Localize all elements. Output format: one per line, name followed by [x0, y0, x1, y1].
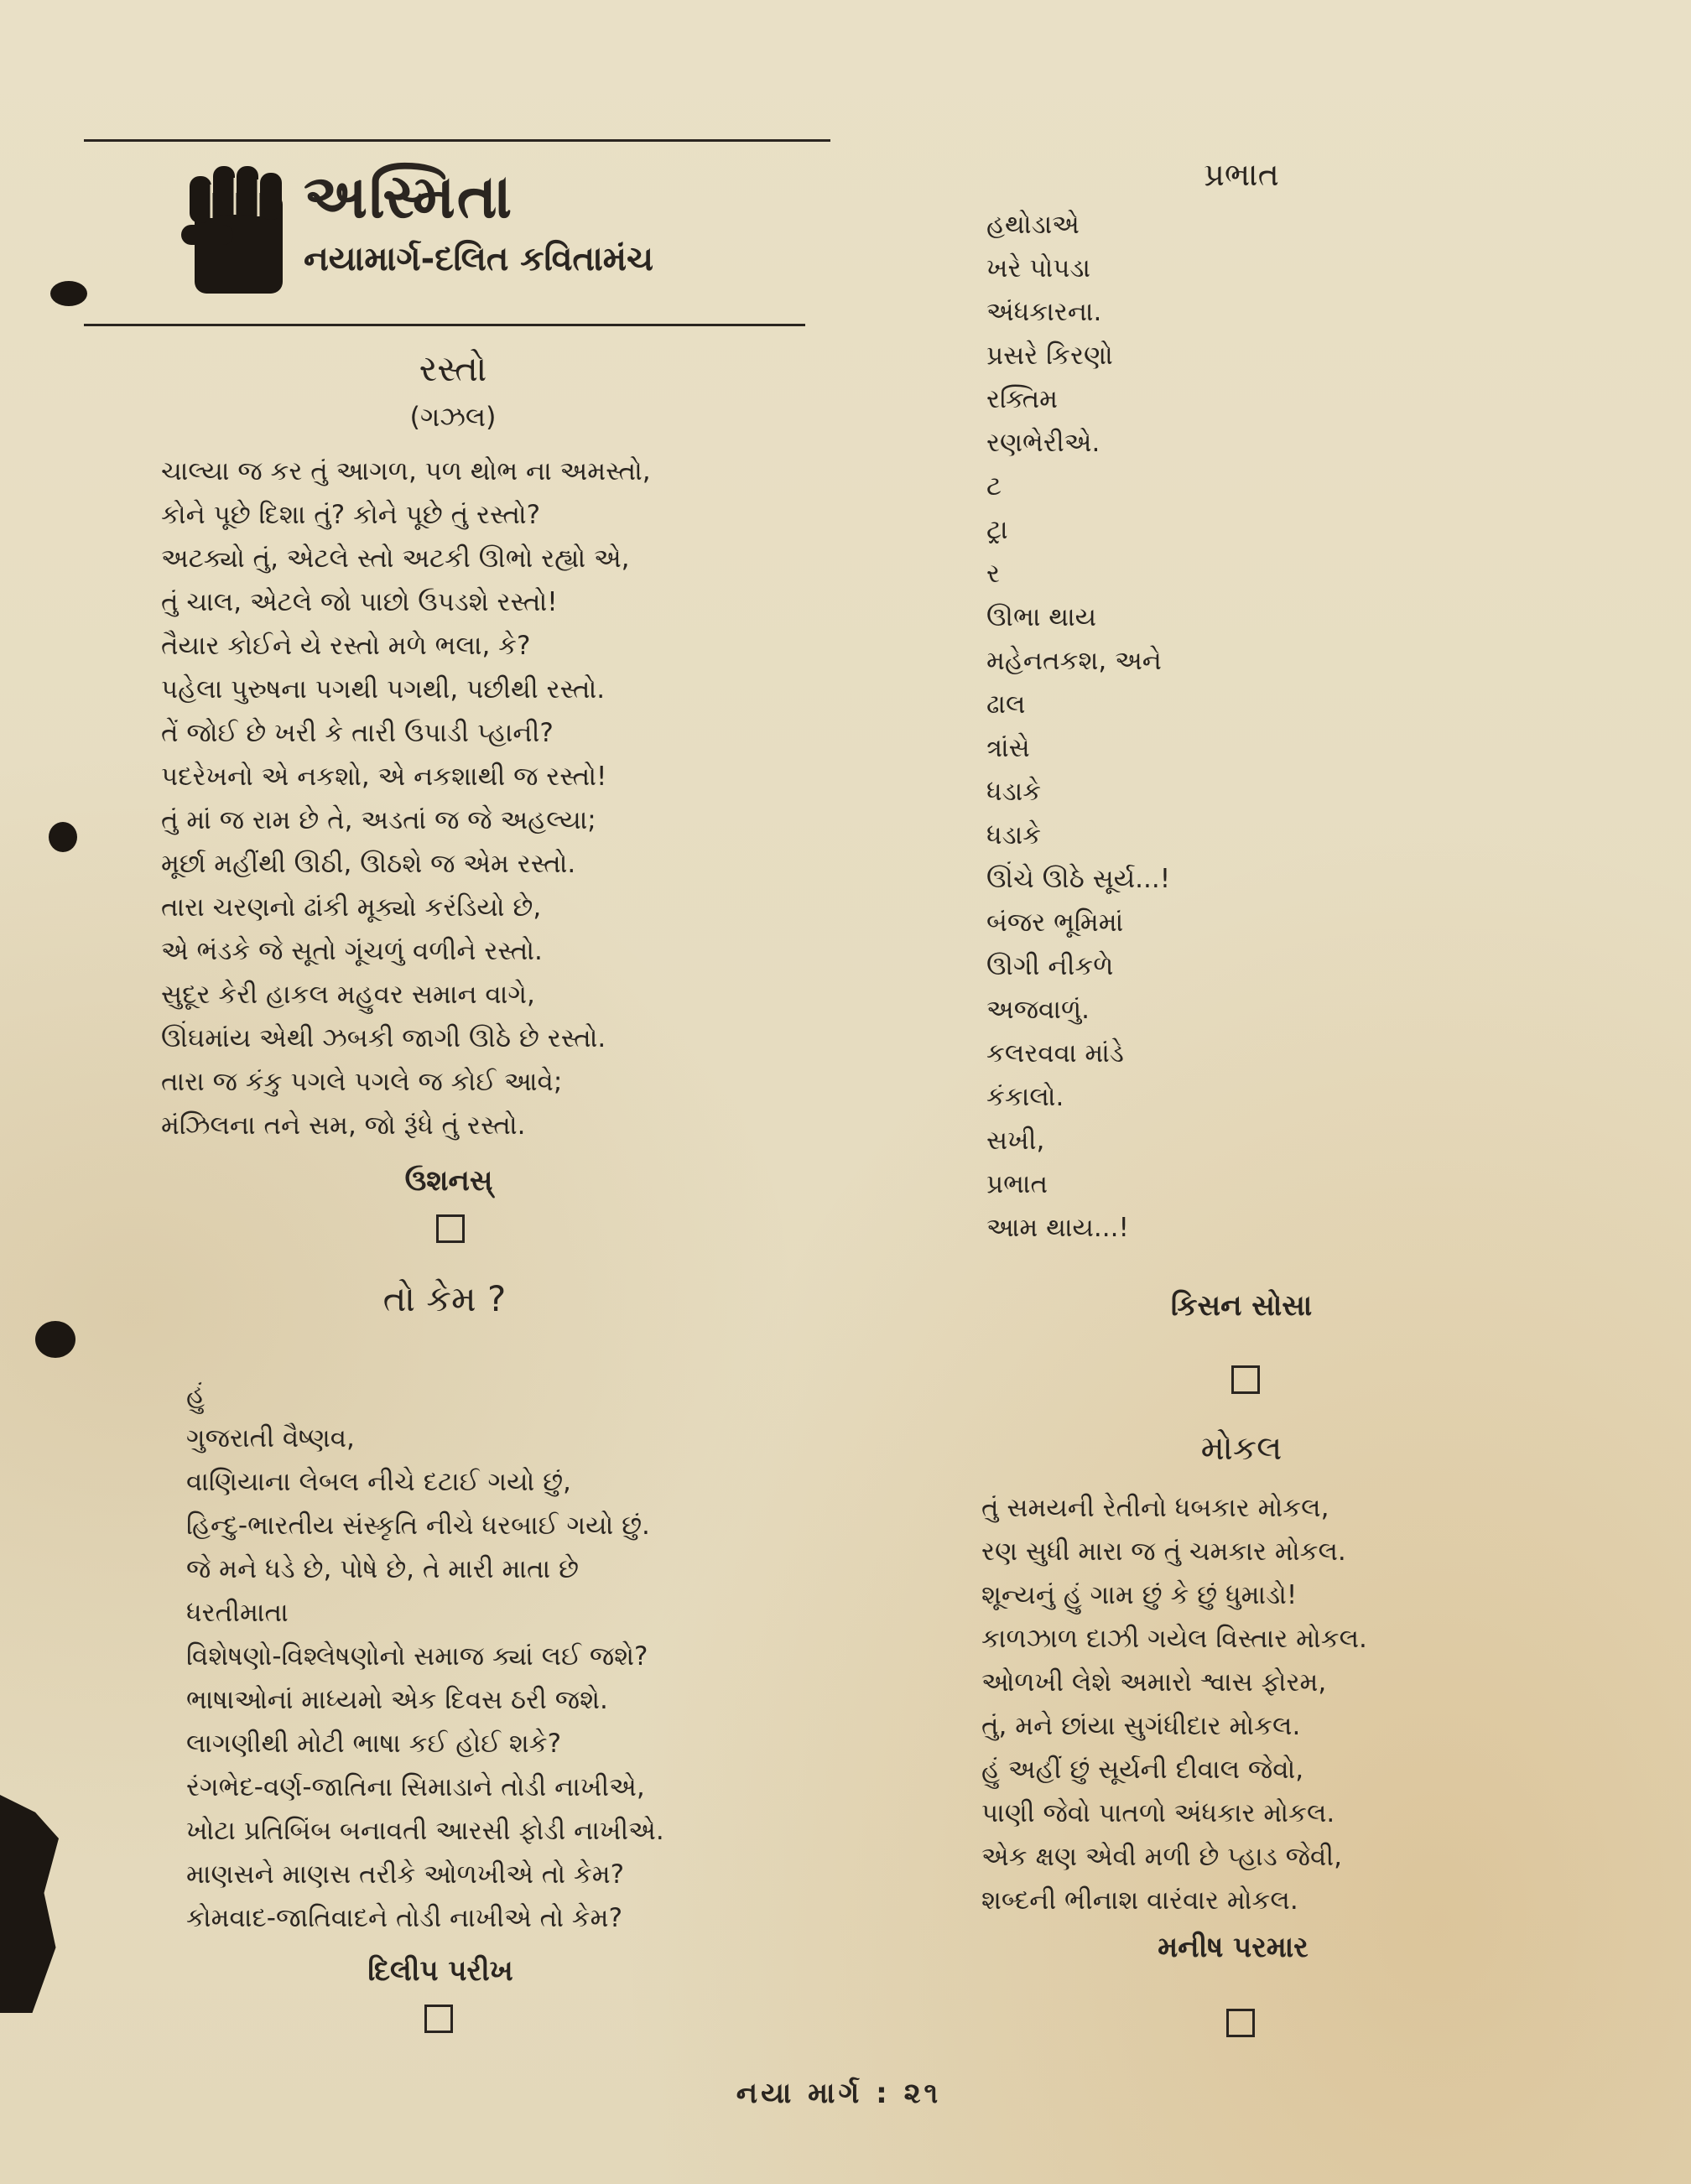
- poem-line: બંજર ભૂમિમાં: [986, 907, 1124, 938]
- poem-line: પ્રભાત: [986, 1169, 1048, 1199]
- poem-line: રક્તિમ: [986, 384, 1059, 414]
- poem-line: ઊભા થાય: [986, 602, 1097, 632]
- poem-line: ટ્રા: [986, 515, 1008, 545]
- poem-line: તેં જોઈ છે ખરી કે તારી ઉપાડી પ્હાની?: [161, 718, 554, 748]
- poem-line: ભાષાઓનાં માધ્યમો એક દિવસ ઠરી જશે.: [186, 1685, 608, 1715]
- poem-line: ત્રાંસે: [986, 733, 1030, 763]
- poem-line: ચાલ્યા જ કર તું આગળ, પળ થોભ ના અમસ્તો,: [161, 456, 651, 486]
- poem-author: ઉશનસ્: [404, 1164, 493, 1198]
- poem-line: મૂર્છા મહીંથી ઊઠી, ઊઠશે જ એમ રસ્તો.: [161, 849, 576, 879]
- section-end-square-icon: [1231, 1365, 1260, 1394]
- poem-line: કલરવવા માંડે: [986, 1038, 1124, 1069]
- poem-line: રંગભેદ-વર્ણ-જાતિના સિમાડાને તોડી નાખીએ,: [186, 1772, 645, 1802]
- poem-lines-mokal: [981, 1486, 1367, 1922]
- section-end-square-icon: [424, 2005, 453, 2033]
- poem-line: કાળઝાળ દાઝી ગયેલ વિસ્તાર મોકલ.: [981, 1624, 1367, 1654]
- poem-line: લાગણીથી મોટી ભાષા કઈ હોઈ શકે?: [186, 1729, 562, 1759]
- poem-line: હથોડાએ: [986, 210, 1080, 240]
- poem-line: તું સમયની રેતીનો ધબકાર મોકલ,: [981, 1493, 1329, 1523]
- poem-line: ગુજરાતી વૈષ્ણવ,: [186, 1423, 355, 1453]
- poem-line: ધડાકે: [986, 777, 1042, 807]
- poem-lines-to-kem: [186, 1373, 664, 1940]
- poem-line: રણ સુધી મારા જ તું ચમકાર મોકલ.: [981, 1537, 1346, 1567]
- poem-line: ઓળખી લેશે અમારો શ્વાસ ફોરમ,: [981, 1667, 1327, 1698]
- poem-line: એક ક્ષણ એવી મળી છે પ્હાડ જેવી,: [981, 1842, 1342, 1872]
- poem-lines-rasto: [161, 450, 651, 1147]
- poem-line: તું ચાલ, એટલે જો પાછો ઉપડશે રસ્તો!: [161, 587, 558, 617]
- poem-line: તું, મને છાંયા સુગંધીદાર મોકલ.: [981, 1711, 1301, 1741]
- poem-line: ધરતીમાતા: [186, 1598, 289, 1628]
- poem-line: અજવાળું.: [986, 995, 1090, 1025]
- logo-subtitle: નયામાર્ગ-દલિત કવિતામંચ: [304, 240, 654, 278]
- poem-line: મહેનતકશ, અને: [986, 646, 1162, 676]
- poem-line: કોને પૂછે દિશા તું? કોને પૂછે તું રસ્તો?: [161, 500, 541, 530]
- poem-line: ટ: [986, 471, 1002, 502]
- poem-lines-prabhat: [986, 203, 1170, 1250]
- poem-line: તારા ચરણનો ઢાંકી મૂક્યો કરંડિયો છે,: [161, 892, 542, 923]
- poem-line: માણસને માણસ તરીકે ઓળખીએ તો કેમ?: [186, 1859, 625, 1890]
- poem-subtitle: (ગઝલ): [409, 401, 497, 433]
- poem-line: વિશેષણો-વિશ્લેષણોનો સમાજ ક્યાં લઈ જશે?: [186, 1641, 648, 1672]
- poem-line: સખી,: [986, 1126, 1045, 1156]
- poem-author: મનીષ પરમાર: [1158, 1931, 1309, 1964]
- poem-line: રણભેરીએ.: [986, 428, 1100, 458]
- logo-title: અસ્મિતા: [304, 161, 514, 231]
- poem-line: વાણિયાના લેબલ નીચે દટાઈ ગયો છું,: [186, 1467, 571, 1497]
- poem-line: હું: [186, 1380, 206, 1410]
- poem-line: પહેલા પુરુષના પગથી પગથી, પછીથી રસ્તો.: [161, 674, 606, 705]
- poem-line: પદરેખનો એ નકશો, એ નકશાથી જ રસ્તો!: [161, 762, 607, 792]
- torn-edge: [0, 1795, 59, 2013]
- punch-hole: [50, 281, 87, 306]
- poem-line: હું અહીં છું સૂર્યની દીવાલ જેવો,: [981, 1755, 1304, 1785]
- section-end-square-icon: [436, 1214, 465, 1243]
- poem-author: દિલીપ પરીખ: [367, 1954, 513, 1988]
- poem-line: પ્રસરે કિરણો: [986, 341, 1113, 371]
- poem-line: ખોટા પ્રતિબિંબ બનાવતી આરસી ફોડી નાખીએ.: [186, 1816, 664, 1846]
- poem-line: મંઝિલના તને સમ, જો રૂંધે તું રસ્તો.: [161, 1110, 526, 1141]
- poem-line: કોમવાદ-જાતિવાદને તોડી નાખીએ તો કેમ?: [186, 1903, 623, 1933]
- poem-line: ઊંચે ઊઠે સૂર્ય...!: [986, 864, 1171, 894]
- poem-line: ર: [986, 559, 1001, 589]
- poem-line: ઊગી નીકળે: [986, 951, 1114, 981]
- poem-line: અંધકારના.: [986, 297, 1102, 327]
- poem-line: એ ભંડકે જે સૂતો ગૂંચળું વળીને રસ્તો.: [161, 936, 543, 966]
- punch-hole: [49, 822, 77, 852]
- poem-line: શબ્દની ભીનાશ વારંવાર મોકલ.: [981, 1885, 1298, 1916]
- header-rule-top: [84, 139, 830, 142]
- poem-title: તો કેમ ?: [382, 1278, 507, 1319]
- poem-line: તૈયાર કોઈને યે રસ્તો મળે ભલા, કે?: [161, 631, 531, 661]
- raised-fist-icon: [178, 159, 304, 302]
- poem-line: ખરે પોપડા: [986, 253, 1090, 283]
- asmita-logo: [178, 159, 723, 302]
- poem-line: જે મને ધડે છે, પોષે છે, તે મારી માતા છે: [186, 1554, 579, 1584]
- poem-line: કંકાલો.: [986, 1082, 1064, 1112]
- poem-line: શૂન્યનું હું ગામ છું કે છું ધુમાડો!: [981, 1580, 1298, 1610]
- poem-line: પાણી જેવો પાતળો અંધકાર મોકલ.: [981, 1798, 1335, 1828]
- header-rule-bottom: [84, 324, 805, 326]
- page-footer: નયા માર્ગ : ૨૧: [736, 2077, 942, 2110]
- poem-line: ઊંઘમાંય એથી ઝબકી જાગી ઊઠે છે રસ્તો.: [161, 1023, 606, 1053]
- section-end-square-icon: [1226, 2009, 1255, 2037]
- poem-line: આમ થાય...!: [986, 1213, 1129, 1243]
- poem-line: તારા જ કંકુ પગલે પગલે જ કોઈ આવે;: [161, 1067, 563, 1097]
- poem-line: તું માં જ રામ છે તે, અડતાં જ જે અહલ્યા;: [161, 805, 596, 835]
- poem-line: સુદૂર કેરી હાકલ મહુવર સમાન વાગે,: [161, 980, 535, 1010]
- poem-author: કિસન સોસા: [1170, 1289, 1313, 1323]
- poem-line: ધડાકે: [986, 820, 1042, 850]
- punch-hole: [35, 1321, 75, 1358]
- poem-line: અટક્યો તું, એટલે સ્તો અટકી ઊભો રહ્યો એ,: [161, 543, 630, 574]
- poem-title: રસ્તો: [419, 348, 487, 389]
- poem-line: હિન્દુ-ભારતીય સંસ્કૃતિ નીચે ધરબાઈ ગયો છું.: [186, 1511, 650, 1541]
- poem-title: મોકલ: [1200, 1429, 1283, 1468]
- poem-title: પ્રભાત: [1204, 156, 1279, 193]
- poem-line: ઢાલ: [986, 689, 1026, 720]
